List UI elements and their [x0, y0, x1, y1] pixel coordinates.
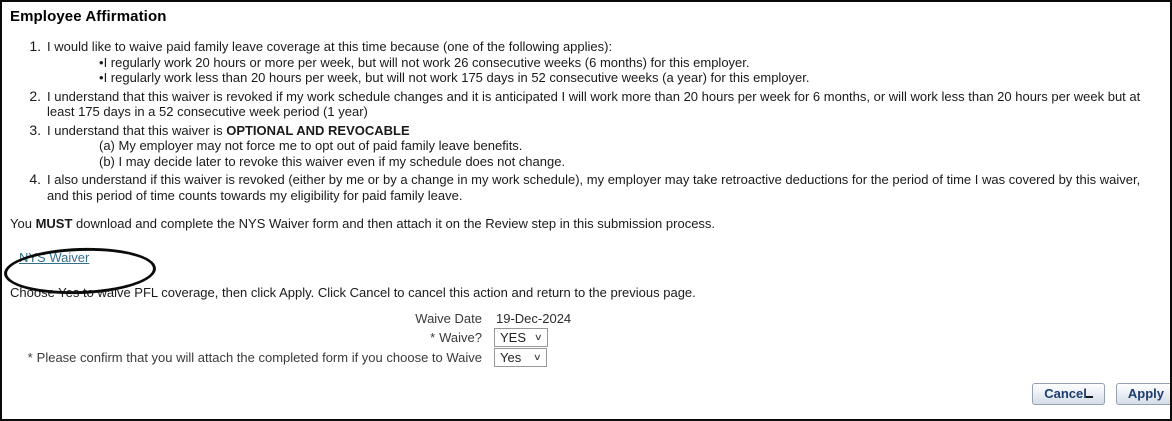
affirmation-item-body	[47, 89, 1160, 120]
waive-label	[10, 330, 494, 345]
waiver-link-line	[10, 250, 1160, 266]
sub-item-b: (b) I may decide later to revoke this waiver even if my schedule does not change.	[99, 153, 566, 169]
bullet-icon: •	[99, 70, 104, 85]
waive-row	[10, 328, 1160, 347]
select-chevron-icon: ∨	[533, 351, 543, 362]
affirmation-item-body	[47, 39, 1160, 86]
download-instruction-bold: MUST	[35, 216, 73, 231]
page-content	[2, 2, 1170, 367]
download-instruction-prefix: You	[10, 216, 36, 231]
list-number: 2.	[29, 87, 41, 104]
waive-date-row	[10, 310, 1160, 327]
bullet-text: I regularly work 20 hours or more per week, but will not work 26 consecutive weeks (6 months) for this employer.	[103, 54, 750, 70]
affirmation-text-bold: OPTIONAL AND REVOCABLE	[226, 122, 410, 138]
waiver-form	[10, 310, 1160, 367]
list-number: 1.	[29, 38, 41, 54]
affirmation-item-body	[47, 123, 1160, 170]
affirmation-item-4	[24, 172, 1160, 203]
action-buttons	[1032, 383, 1172, 405]
bullet-text: I regularly work less than 20 hours per week, but will not work 175 days in 52 consecutive weeks (a year) for this employer.	[103, 70, 810, 85]
select-chevron-icon: ∨	[533, 331, 543, 342]
bullet-line	[47, 55, 1156, 71]
download-instruction-suffix: download and complete the NYS Waiver form and then attach it on the Review step in this submission process.	[72, 216, 716, 231]
cancel-button-label: Cancel	[1044, 386, 1087, 401]
affirmation-list	[24, 39, 1160, 203]
affirmation-text: I also understand if this waiver is revoked (either by me or by a change in my work schedule), my employer may take retroactive deductions for the period of time I was covered by this waiver, and this period of time counts towards my eligibility for paid family leave.	[47, 172, 1141, 203]
waive-label-text: Waive?	[439, 329, 482, 345]
bullet-icon: •	[99, 54, 104, 70]
affirmation-text: I understand that this waiver is revoked if my work schedule changes and it is anticipated I will work more than 20 hours per week for 6 months, or will work less than 20 hours per week but at least 175 days in a 52 consecutive week period (1 year)	[47, 88, 1141, 119]
affirmation-text: I would like to waive paid family leave coverage at this time because (one of the following applies):	[47, 39, 613, 54]
page-title: Employee Affirmation	[10, 8, 167, 25]
bullet-line	[47, 70, 1156, 86]
list-number: 3.	[29, 121, 41, 138]
required-marker: *	[27, 349, 33, 365]
affirmation-item-2	[24, 89, 1160, 120]
nys-waiver-link[interactable]: NYS Waiver	[19, 249, 90, 265]
waive-date-label: Waive Date	[415, 310, 482, 326]
affirmation-text-lead: I understand that this waiver is	[47, 122, 227, 138]
affirmation-item-3	[24, 123, 1160, 170]
download-instruction	[10, 216, 1160, 232]
affirmation-text	[47, 123, 1156, 139]
waive-date-value: 19-Dec-2024	[496, 310, 572, 326]
confirm-attach-label	[10, 350, 494, 365]
confirm-attach-select[interactable]	[494, 348, 547, 367]
confirm-attach-select-value: Yes	[500, 349, 522, 365]
waive-select[interactable]	[494, 328, 548, 347]
affirmation-item-1	[24, 39, 1160, 86]
required-marker: *	[430, 329, 436, 345]
cancel-button[interactable]	[1032, 383, 1105, 405]
waive-select-value: YES	[500, 329, 527, 345]
choose-instruction: Choose Yes to waive PFL coverage, then click Apply. Click Cancel to cancel this action and return to the previous page.	[10, 285, 696, 300]
affirmation-item-body	[47, 172, 1160, 203]
sub-item-a: (a) My employer may not force me to opt out of paid family leave benefits.	[99, 138, 523, 153]
apply-button[interactable]: Apply	[1116, 383, 1172, 405]
text-cursor-artifact	[1086, 387, 1093, 398]
confirm-attach-label-text: Please confirm that you will attach the completed form if you choose to Waive	[36, 349, 482, 365]
list-number: 4.	[29, 171, 41, 187]
confirm-attach-row	[10, 348, 1160, 367]
